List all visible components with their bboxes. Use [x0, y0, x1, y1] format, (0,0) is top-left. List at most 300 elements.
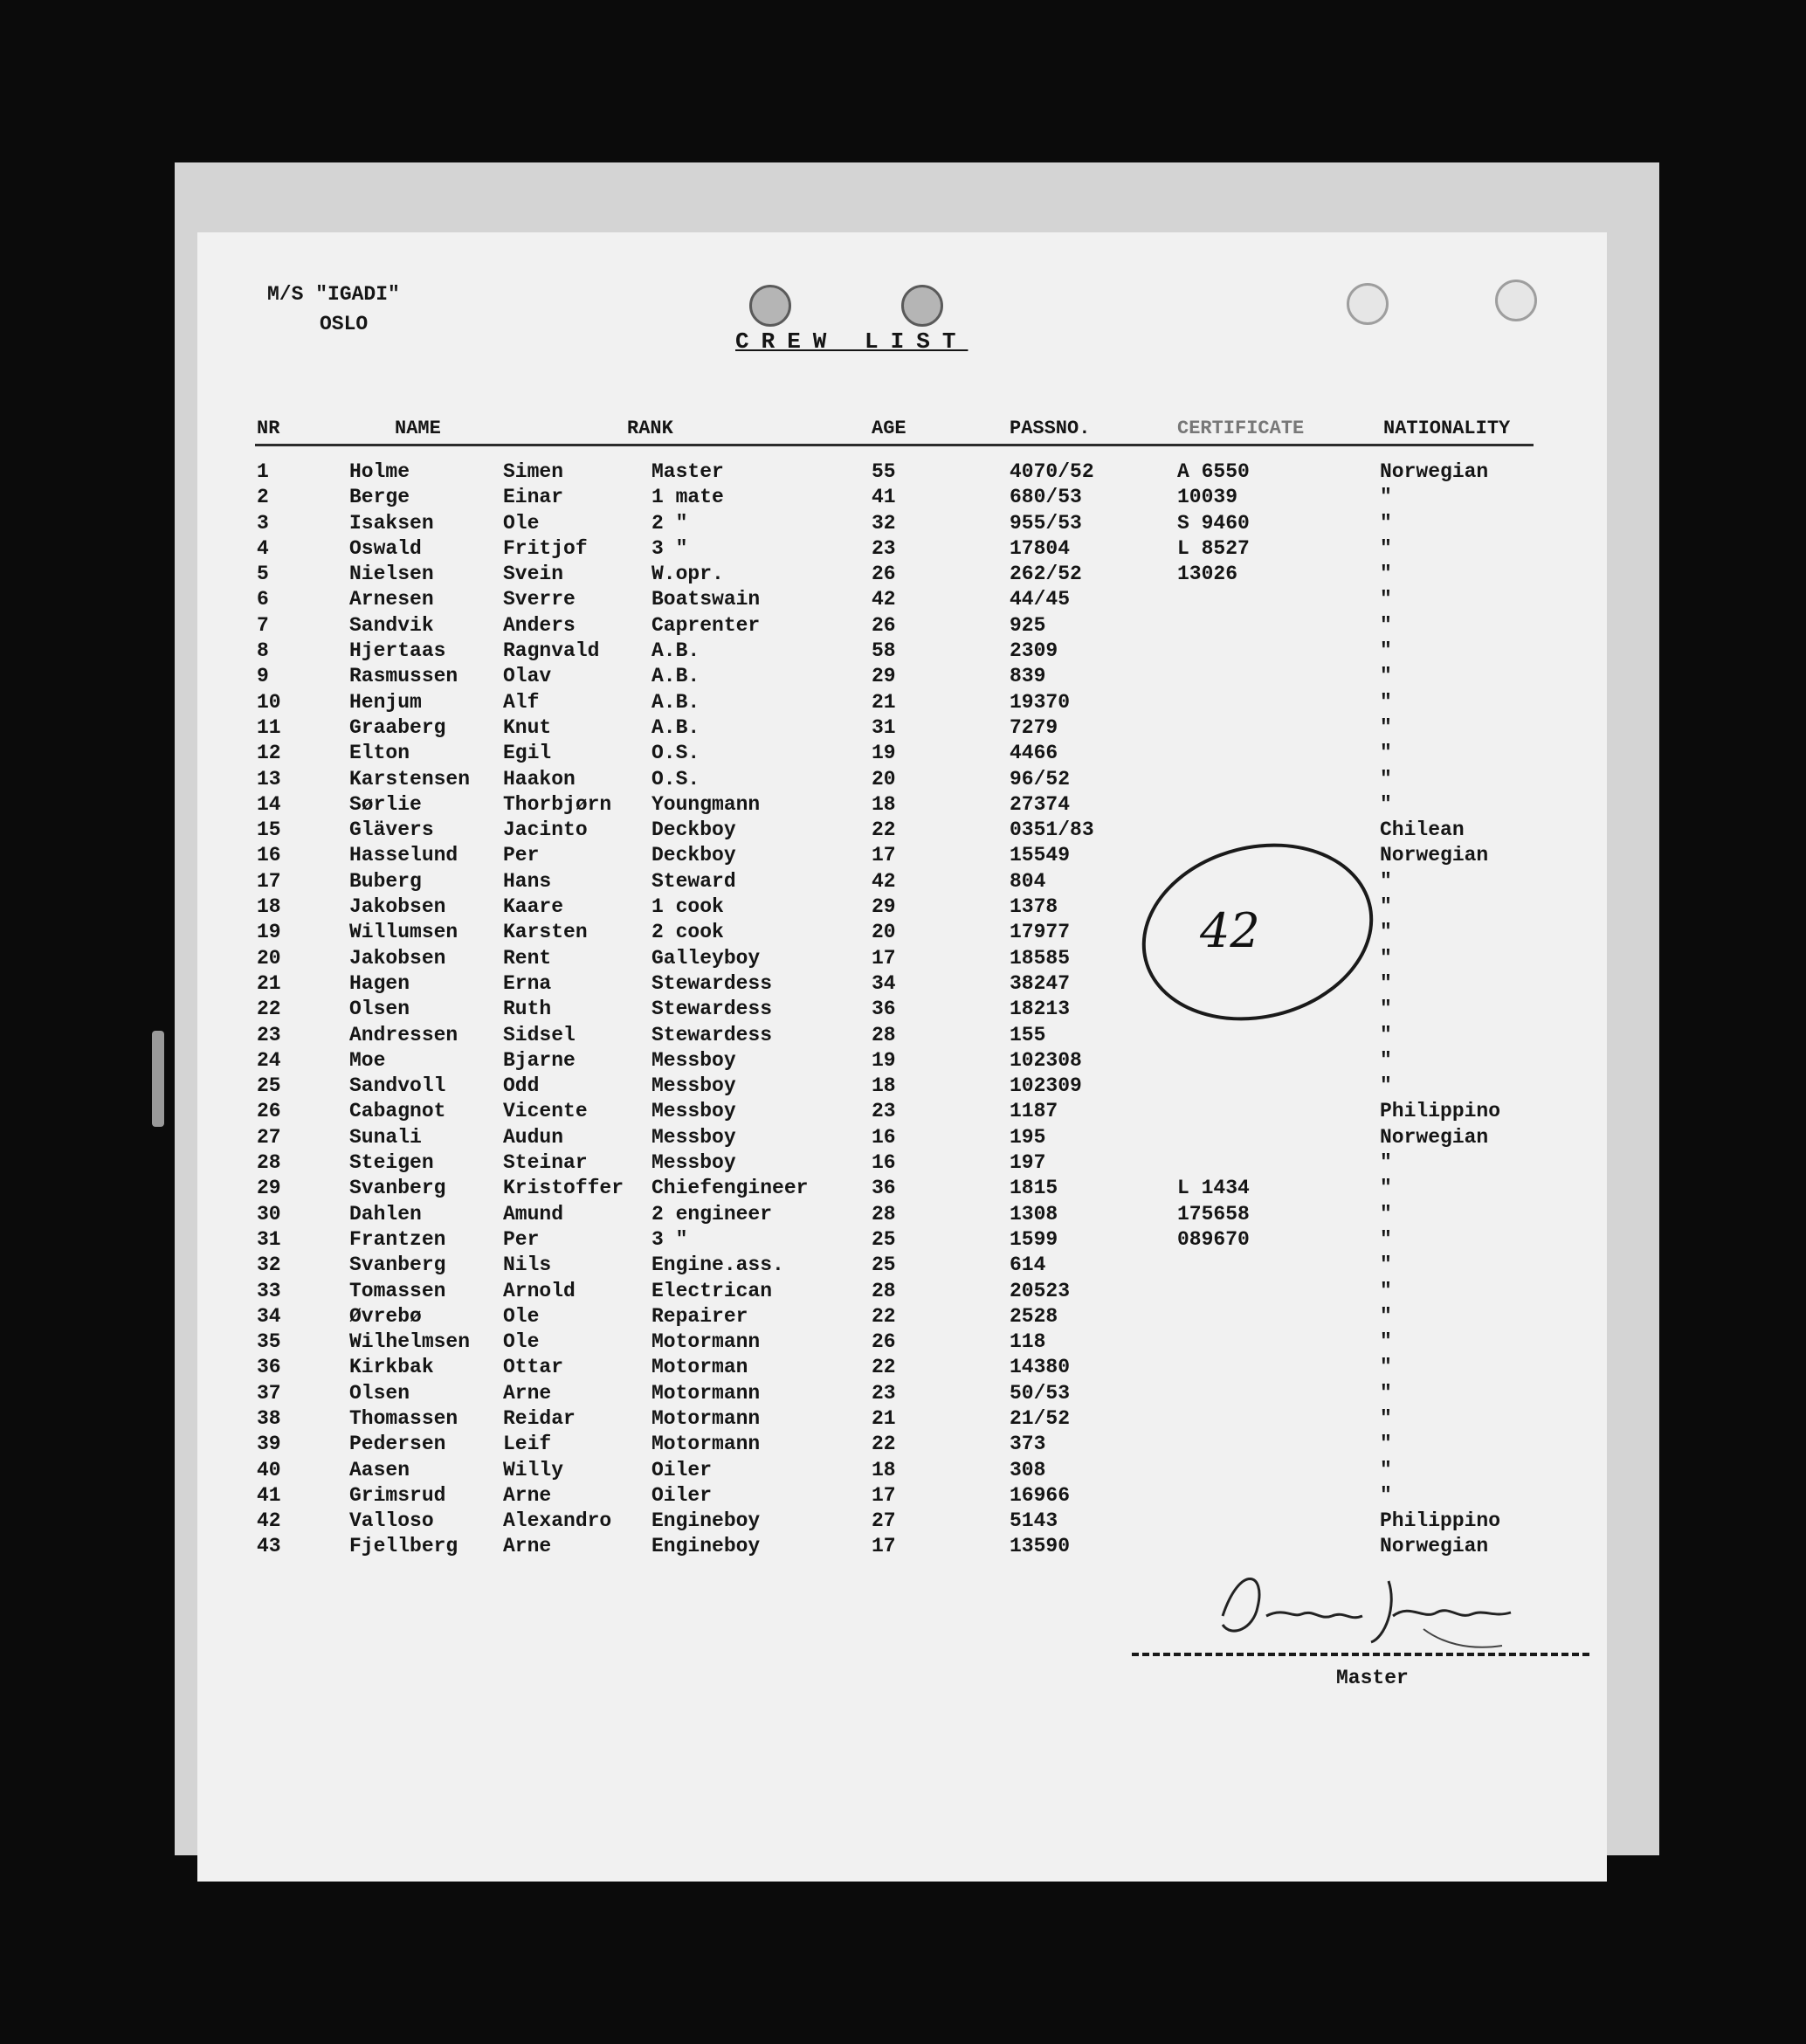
crew-first-name: Odd: [503, 1074, 540, 1098]
crew-rank: Messboy: [651, 1074, 736, 1098]
crew-first-name: Kaare: [503, 895, 564, 919]
crew-rank: Boatswain: [651, 588, 761, 611]
crew-surname: Jakobsen: [349, 946, 446, 970]
crew-surname: Thomassen: [349, 1406, 458, 1430]
crew-surname: Graaberg: [349, 715, 446, 739]
signature-line: [1132, 1653, 1589, 1656]
header-passno: PASSNO.: [1010, 418, 1091, 439]
crew-nationality: ": [1380, 613, 1392, 637]
crew-passno: 680/53: [1010, 486, 1082, 509]
crew-passno: 804: [1010, 869, 1046, 893]
crew-surname: Kirkbak: [349, 1356, 434, 1379]
crew-first-name: Rent: [503, 946, 552, 970]
crew-first-name: Ole: [503, 1330, 540, 1354]
crew-surname: Olsen: [349, 1381, 410, 1405]
crew-passno: 17977: [1010, 921, 1071, 944]
crew-nr: 15: [257, 818, 281, 842]
crew-rank: A.B.: [651, 690, 700, 714]
crew-nr: 43: [257, 1535, 281, 1558]
crew-surname: Henjum: [349, 690, 422, 714]
crew-rank: A.B.: [651, 665, 700, 688]
crew-row: [0, 1176, 1806, 1201]
crew-age: 31: [872, 715, 896, 739]
crew-first-name: Nils: [503, 1253, 552, 1277]
crew-first-name: Per: [503, 844, 540, 867]
crew-nr: 8: [257, 639, 269, 663]
crew-nr: 30: [257, 1202, 281, 1226]
crew-age: 22: [872, 1356, 896, 1379]
crew-nationality: ": [1380, 511, 1392, 535]
crew-age: 27: [872, 1509, 896, 1533]
crew-nr: 35: [257, 1330, 281, 1354]
crew-surname: Tomassen: [349, 1279, 446, 1302]
crew-nationality: ": [1380, 639, 1392, 663]
crew-rank: Messboy: [651, 1100, 736, 1123]
crew-age: 18: [872, 1074, 896, 1098]
crew-nr: 9: [257, 665, 269, 688]
crew-rank: W.opr.: [651, 563, 724, 586]
punch-hole-4: [1495, 280, 1537, 321]
crew-surname: Oswald: [349, 536, 422, 560]
crew-passno: 262/52: [1010, 563, 1082, 586]
crew-rank: A.B.: [651, 715, 700, 739]
crew-first-name: Alf: [503, 690, 540, 714]
crew-age: 29: [872, 895, 896, 919]
crew-first-name: Arne: [503, 1483, 552, 1507]
crew-row: [0, 1329, 1806, 1355]
crew-surname: Nielsen: [349, 563, 434, 586]
crew-first-name: Arne: [503, 1535, 552, 1558]
crew-row: [0, 1202, 1806, 1227]
crew-nationality: ": [1380, 1151, 1392, 1175]
crew-first-name: Anders: [503, 613, 576, 637]
crew-nationality: ": [1380, 1177, 1392, 1200]
crew-passno: 308: [1010, 1458, 1046, 1481]
crew-rank: Motormann: [651, 1330, 761, 1354]
crew-nr: 6: [257, 588, 269, 611]
crew-surname: Cabagnot: [349, 1100, 446, 1123]
crew-nationality: ": [1380, 690, 1392, 714]
crew-rank: Chiefengineer: [651, 1177, 809, 1200]
crew-nr: 5: [257, 563, 269, 586]
crew-surname: Olsen: [349, 998, 410, 1021]
crew-row: [0, 894, 1806, 920]
crew-first-name: Einar: [503, 486, 564, 509]
crew-surname: Dahlen: [349, 1202, 422, 1226]
crew-passno: 7279: [1010, 715, 1058, 739]
crew-row: [0, 920, 1806, 945]
crew-passno: 44/45: [1010, 588, 1071, 611]
crew-row: [0, 1432, 1806, 1457]
crew-nationality: ": [1380, 1023, 1392, 1046]
crew-first-name: Ole: [503, 511, 540, 535]
crew-first-name: Ragnvald: [503, 639, 600, 663]
crew-surname: Berge: [349, 486, 410, 509]
crew-rank: Messboy: [651, 1125, 736, 1149]
crew-row: [0, 971, 1806, 997]
header-age: AGE: [872, 418, 906, 439]
crew-rank: Caprenter: [651, 613, 761, 637]
crew-nationality: ": [1380, 665, 1392, 688]
crew-row: [0, 613, 1806, 639]
crew-nr: 32: [257, 1253, 281, 1277]
crew-rank: Messboy: [651, 1151, 736, 1175]
crew-rank: Stewardess: [651, 998, 773, 1021]
crew-age: 55: [872, 460, 896, 483]
crew-first-name: Thorbjørn: [503, 792, 612, 816]
crew-row: [0, 843, 1806, 868]
crew-passno: 18585: [1010, 946, 1071, 970]
crew-nationality: Philippino: [1380, 1509, 1501, 1533]
crew-passno: 614: [1010, 1253, 1046, 1277]
crew-certificate: 13026: [1177, 563, 1238, 586]
crew-nr: 4: [257, 536, 269, 560]
crew-rank: Oiler: [651, 1458, 713, 1481]
crew-row: [0, 664, 1806, 689]
crew-nationality: Norwegian: [1380, 1125, 1489, 1149]
crew-passno: 2528: [1010, 1304, 1058, 1328]
crew-rank: 3 ": [651, 1227, 688, 1251]
crew-passno: 197: [1010, 1151, 1046, 1175]
crew-passno: 50/53: [1010, 1381, 1071, 1405]
crew-row: [0, 511, 1806, 536]
header-name: NAME: [395, 418, 441, 439]
crew-nr: 38: [257, 1406, 281, 1430]
crew-rank: Galleyboy: [651, 946, 761, 970]
crew-surname: Hjertaas: [349, 639, 446, 663]
crew-rank: 1 cook: [651, 895, 724, 919]
crew-surname: Valloso: [349, 1509, 434, 1533]
crew-nationality: ": [1380, 1279, 1392, 1302]
crew-first-name: Arnold: [503, 1279, 576, 1302]
crew-first-name: Leif: [503, 1433, 552, 1456]
crew-row: [0, 1227, 1806, 1253]
crew-row: [0, 1074, 1806, 1099]
crew-row: [0, 1150, 1806, 1176]
crew-passno: 1599: [1010, 1227, 1058, 1251]
crew-surname: Andressen: [349, 1023, 458, 1046]
crew-nationality: ": [1380, 895, 1392, 919]
crew-age: 42: [872, 869, 896, 893]
crew-nr: 31: [257, 1227, 281, 1251]
crew-row: [0, 946, 1806, 971]
crew-passno: 20523: [1010, 1279, 1071, 1302]
crew-passno: 1187: [1010, 1100, 1058, 1123]
crew-rank: 2 engineer: [651, 1202, 773, 1226]
crew-certificate: L 8527: [1177, 536, 1250, 560]
crew-age: 36: [872, 1177, 896, 1200]
crew-age: 23: [872, 1381, 896, 1405]
crew-nr: 23: [257, 1023, 281, 1046]
crew-row: [0, 792, 1806, 818]
crew-first-name: Olav: [503, 665, 552, 688]
crew-rank: 3 ": [651, 536, 688, 560]
crew-surname: Svanberg: [349, 1177, 446, 1200]
crew-row: [0, 1509, 1806, 1534]
crew-surname: Buberg: [349, 869, 422, 893]
crew-age: 29: [872, 665, 896, 688]
crew-nr: 7: [257, 613, 269, 637]
crew-surname: Aasen: [349, 1458, 410, 1481]
crew-passno: 19370: [1010, 690, 1071, 714]
crew-rank: 2 ": [651, 511, 688, 535]
crew-age: 42: [872, 588, 896, 611]
crew-nationality: ": [1380, 563, 1392, 586]
crew-passno: 155: [1010, 1023, 1046, 1046]
crew-nr: 26: [257, 1100, 281, 1123]
crew-row: [0, 1458, 1806, 1483]
circled-number: 42: [1200, 903, 1260, 958]
crew-nr: 18: [257, 895, 281, 919]
crew-age: 41: [872, 486, 896, 509]
crew-passno: 1308: [1010, 1202, 1058, 1226]
crew-nr: 37: [257, 1381, 281, 1405]
crew-row: [0, 1406, 1806, 1432]
crew-age: 26: [872, 613, 896, 637]
crew-passno: 1815: [1010, 1177, 1058, 1200]
crew-first-name: Jacinto: [503, 818, 588, 842]
crew-nr: 14: [257, 792, 281, 816]
crew-rank: Engine.ass.: [651, 1253, 784, 1277]
crew-nationality: ": [1380, 1253, 1392, 1277]
crew-nationality: ": [1380, 1227, 1392, 1251]
crew-age: 58: [872, 639, 896, 663]
crew-age: 23: [872, 1100, 896, 1123]
crew-surname: Svanberg: [349, 1253, 446, 1277]
crew-row: [0, 997, 1806, 1022]
crew-nationality: ": [1380, 971, 1392, 995]
crew-age: 25: [872, 1253, 896, 1277]
crew-surname: Steigen: [349, 1151, 434, 1175]
crew-nationality: ": [1380, 1433, 1392, 1456]
crew-passno: 839: [1010, 665, 1046, 688]
crew-first-name: Kristoffer: [503, 1177, 624, 1200]
crew-first-name: Bjarne: [503, 1048, 576, 1072]
header-nr: NR: [257, 418, 280, 439]
crew-age: 25: [872, 1227, 896, 1251]
crew-surname: Pedersen: [349, 1433, 446, 1456]
crew-first-name: Ruth: [503, 998, 552, 1021]
crew-surname: Arnesen: [349, 588, 434, 611]
crew-rank: Motormann: [651, 1433, 761, 1456]
crew-rank: Messboy: [651, 1048, 736, 1072]
crew-passno: 21/52: [1010, 1406, 1071, 1430]
crew-row: [0, 767, 1806, 792]
header-rank: RANK: [627, 418, 673, 439]
crew-nationality: ": [1380, 1406, 1392, 1430]
crew-age: 17: [872, 844, 896, 867]
crew-first-name: Simen: [503, 460, 564, 483]
crew-row: [0, 485, 1806, 510]
crew-age: 18: [872, 792, 896, 816]
crew-row: [0, 1483, 1806, 1509]
crew-row: [0, 869, 1806, 894]
crew-age: 21: [872, 1406, 896, 1430]
crew-row: [0, 818, 1806, 843]
crew-age: 22: [872, 1433, 896, 1456]
crew-passno: 14380: [1010, 1356, 1071, 1379]
crew-age: 18: [872, 1458, 896, 1481]
crew-rank: Deckboy: [651, 818, 736, 842]
crew-age: 28: [872, 1202, 896, 1226]
crew-age: 26: [872, 1330, 896, 1354]
crew-nr: 20: [257, 946, 281, 970]
crew-passno: 2309: [1010, 639, 1058, 663]
crew-nr: 24: [257, 1048, 281, 1072]
crew-surname: Sunali: [349, 1125, 422, 1149]
crew-certificate: A 6550: [1177, 460, 1250, 483]
crew-age: 17: [872, 1535, 896, 1558]
crew-nr: 27: [257, 1125, 281, 1149]
crew-age: 28: [872, 1023, 896, 1046]
crew-first-name: Hans: [503, 869, 552, 893]
crew-passno: 18213: [1010, 998, 1071, 1021]
crew-rank: Stewardess: [651, 1023, 773, 1046]
crew-rank: Stewardess: [651, 971, 773, 995]
crew-surname: Grimsrud: [349, 1483, 446, 1507]
crew-nationality: ": [1380, 767, 1392, 791]
crew-first-name: Knut: [503, 715, 552, 739]
crew-row: [0, 1023, 1806, 1048]
crew-nationality: ": [1380, 1202, 1392, 1226]
crew-passno: 38247: [1010, 971, 1071, 995]
crew-nationality: Norwegian: [1380, 844, 1489, 867]
crew-table: [0, 459, 1806, 1560]
crew-passno: 373: [1010, 1433, 1046, 1456]
crew-surname: Elton: [349, 742, 410, 765]
crew-passno: 102308: [1010, 1048, 1082, 1072]
crew-nr: 41: [257, 1483, 281, 1507]
crew-rank: O.S.: [651, 767, 700, 791]
crew-row: [0, 1125, 1806, 1150]
crew-certificate: 175658: [1177, 1202, 1250, 1226]
crew-row: [0, 1381, 1806, 1406]
crew-passno: 1378: [1010, 895, 1058, 919]
crew-nr: 2: [257, 486, 269, 509]
crew-rank: Electrican: [651, 1279, 773, 1302]
crew-nationality: Chilean: [1380, 818, 1465, 842]
crew-nationality: Norwegian: [1380, 460, 1489, 483]
crew-age: 22: [872, 1304, 896, 1328]
crew-surname: Sørlie: [349, 792, 422, 816]
crew-age: 23: [872, 536, 896, 560]
crew-surname: Fjellberg: [349, 1535, 458, 1558]
crew-age: 17: [872, 946, 896, 970]
crew-rank: Deckboy: [651, 844, 736, 867]
crew-nationality: ": [1380, 1458, 1392, 1481]
crew-nationality: ": [1380, 869, 1392, 893]
crew-first-name: Karsten: [503, 921, 588, 944]
crew-age: 19: [872, 742, 896, 765]
crew-first-name: Fritjof: [503, 536, 588, 560]
crew-nr: 10: [257, 690, 281, 714]
crew-age: 20: [872, 921, 896, 944]
crew-nr: 3: [257, 511, 269, 535]
crew-first-name: Egil: [503, 742, 552, 765]
crew-nationality: ": [1380, 1074, 1392, 1098]
crew-row: [0, 1048, 1806, 1074]
crew-first-name: Erna: [503, 971, 552, 995]
header-nationality: NATIONALITY: [1383, 418, 1511, 439]
crew-rank: Motorman: [651, 1356, 748, 1379]
crew-nationality: ": [1380, 536, 1392, 560]
crew-nr: 16: [257, 844, 281, 867]
crew-nr: 42: [257, 1509, 281, 1533]
crew-nationality: Philippino: [1380, 1100, 1501, 1123]
crew-row: [0, 639, 1806, 664]
crew-row: [0, 1279, 1806, 1304]
crew-surname: Karstensen: [349, 767, 471, 791]
crew-rank: 1 mate: [651, 486, 724, 509]
crew-nationality: ": [1380, 715, 1392, 739]
crew-nr: 25: [257, 1074, 281, 1098]
crew-surname: Willumsen: [349, 921, 458, 944]
crew-nationality: ": [1380, 946, 1392, 970]
crew-passno: 102309: [1010, 1074, 1082, 1098]
crew-age: 20: [872, 767, 896, 791]
crew-age: 17: [872, 1483, 896, 1507]
crew-nr: 19: [257, 921, 281, 944]
crew-age: 21: [872, 690, 896, 714]
crew-nr: 21: [257, 971, 281, 995]
crew-nationality: ": [1380, 1048, 1392, 1072]
crew-passno: 13590: [1010, 1535, 1071, 1558]
crew-surname: Rasmussen: [349, 665, 458, 688]
document-title: CREW LIST: [735, 328, 968, 355]
crew-nr: 11: [257, 715, 281, 739]
crew-first-name: Per: [503, 1227, 540, 1251]
crew-surname: Hagen: [349, 971, 410, 995]
master-signature: [1205, 1555, 1537, 1660]
crew-rank: Motormann: [651, 1406, 761, 1430]
crew-passno: 925: [1010, 613, 1046, 637]
crew-surname: Isaksen: [349, 511, 434, 535]
crew-nationality: ": [1380, 588, 1392, 611]
crew-first-name: Sverre: [503, 588, 576, 611]
crew-rank: Engineboy: [651, 1509, 761, 1533]
crew-nr: 33: [257, 1279, 281, 1302]
crew-rank: Oiler: [651, 1483, 713, 1507]
ship-name: M/S "IGADI": [267, 283, 400, 306]
crew-nr: 12: [257, 742, 281, 765]
crew-nationality: ": [1380, 792, 1392, 816]
crew-passno: 4070/52: [1010, 460, 1094, 483]
crew-first-name: Alexandro: [503, 1509, 612, 1533]
home-port: OSLO: [320, 313, 369, 335]
crew-rank: Master: [651, 460, 724, 483]
crew-nr: 13: [257, 767, 281, 791]
ship-info: [267, 280, 400, 339]
crew-certificate: 089670: [1177, 1227, 1250, 1251]
crew-age: 19: [872, 1048, 896, 1072]
crew-first-name: Amund: [503, 1202, 564, 1226]
crew-rank: Repairer: [651, 1304, 748, 1328]
crew-surname: Frantzen: [349, 1227, 446, 1251]
crew-age: 36: [872, 998, 896, 1021]
crew-surname: Glävers: [349, 818, 434, 842]
crew-nationality: ": [1380, 1356, 1392, 1379]
crew-first-name: Haakon: [503, 767, 576, 791]
crew-nationality: ": [1380, 1381, 1392, 1405]
signature-caption: Master: [1336, 1667, 1409, 1689]
crew-row: [0, 1355, 1806, 1380]
crew-first-name: Ottar: [503, 1356, 564, 1379]
crew-passno: 15549: [1010, 844, 1071, 867]
crew-rank: 2 cook: [651, 921, 724, 944]
punch-hole-2: [901, 285, 943, 327]
crew-surname: Øvrebø: [349, 1304, 422, 1328]
crew-first-name: Ole: [503, 1304, 540, 1328]
